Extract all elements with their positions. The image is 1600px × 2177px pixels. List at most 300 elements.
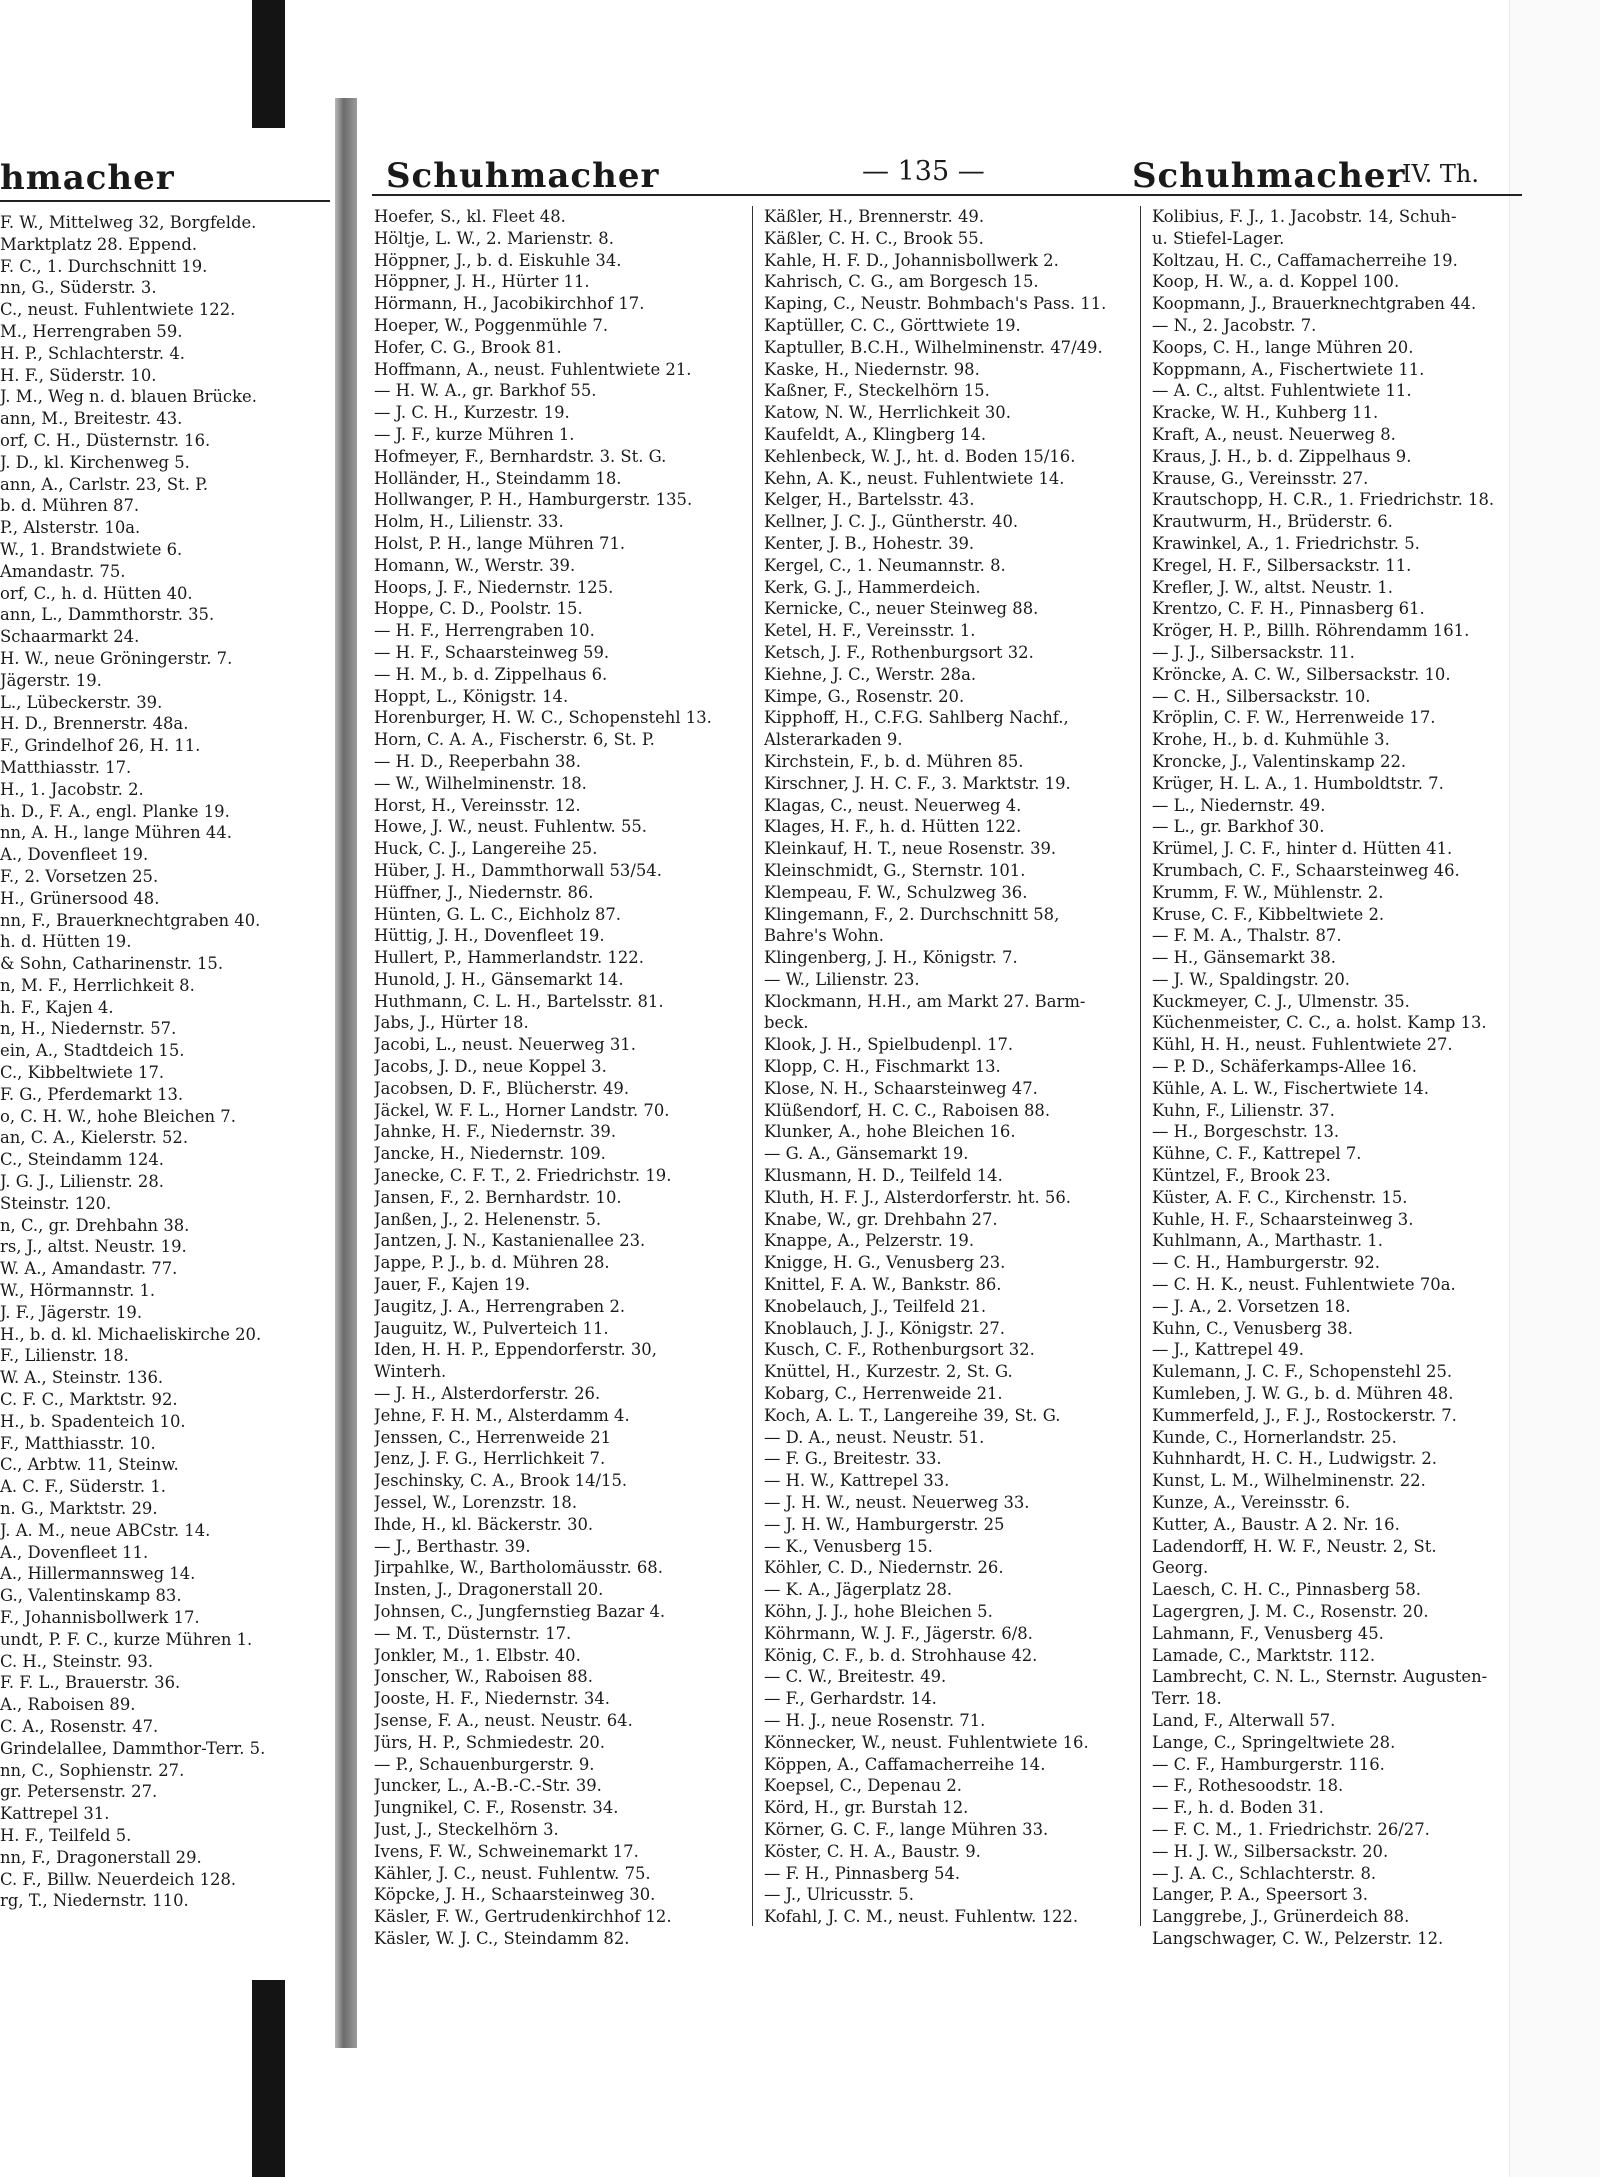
directory-entry: Hoppt, L., Königstr. 14. bbox=[374, 686, 569, 706]
directory-entry: Kröncke, A. C. W., Silbersackstr. 10. bbox=[1152, 664, 1451, 684]
directory-entry: Kröplin, C. F. W., Herrenweide 17. bbox=[1152, 708, 1436, 728]
directory-entry: H. F., Teilfeld 5. bbox=[0, 1825, 132, 1845]
directory-entry: — C. H. K., neust. Fuhlentwiete 70a. bbox=[1152, 1275, 1456, 1295]
directory-entry: Könnecker, W., neust. Fuhlentwiete 16. bbox=[764, 1732, 1089, 1752]
directory-entry: W. A., Steinstr. 136. bbox=[0, 1368, 164, 1388]
directory-column-1 bbox=[374, 206, 742, 1950]
directory-entry: Horn, C. A. A., Fischerstr. 6, St. P. bbox=[374, 730, 655, 750]
directory-entry: Kruse, C. F., Kibbeltwiete 2. bbox=[1152, 904, 1385, 924]
directory-entry: — M. T., Düsternstr. 17. bbox=[374, 1623, 572, 1643]
directory-entry: rs, J., altst. Neustr. 19. bbox=[0, 1237, 187, 1257]
directory-entry: gr. Petersenstr. 27. bbox=[0, 1782, 158, 1802]
directory-entry: Kunst, L. M., Wilhelminenstr. 22. bbox=[1152, 1471, 1426, 1491]
directory-entry: o, C. H. W., hohe Bleichen 7. bbox=[0, 1106, 236, 1126]
directory-entry: Käßler, H., Brennerstr. 49. bbox=[764, 207, 985, 226]
directory-entry: Jirpahlke, W., Bartholomäusstr. 68. bbox=[374, 1558, 663, 1578]
directory-entry: Georg. bbox=[1152, 1558, 1209, 1578]
directory-entry: Krentzo, C. F. H., Pinnasberg 61. bbox=[1152, 599, 1425, 619]
directory-entry: Hofer, C. G., Brook 81. bbox=[374, 337, 562, 357]
directory-entry: Horenburger, H. W. C., Schopenstehl 13. bbox=[374, 708, 712, 728]
directory-entry: Kergel, C., 1. Neumannstr. 8. bbox=[764, 555, 1006, 575]
directory-entry: — H. J., neue Rosenstr. 71. bbox=[764, 1710, 986, 1730]
directory-entry: Kühle, A. L. W., Fischertwiete 14. bbox=[1152, 1078, 1429, 1098]
directory-entry: Amandastr. 75. bbox=[0, 561, 126, 581]
directory-entry: Köhn, J. J., hohe Bleichen 5. bbox=[764, 1602, 993, 1621]
directory-entry: Jeschinsky, C. A., Brook 14/15. bbox=[374, 1471, 628, 1491]
directory-entry: orf, C., h. d. Hütten 40. bbox=[0, 583, 193, 603]
left-page-title: hmacher bbox=[0, 158, 175, 198]
directory-entry: Küster, A. F. C., Kirchenstr. 15. bbox=[1152, 1187, 1408, 1207]
directory-entry: Klunker, A., hohe Bleichen 16. bbox=[764, 1122, 1016, 1142]
directory-entry: Hoppe, C. D., Poolstr. 15. bbox=[374, 599, 583, 619]
directory-entry: Kellner, J. C. J., Güntherstr. 40. bbox=[764, 512, 1019, 532]
directory-entry: Kraft, A., neust. Neuerweg 8. bbox=[1152, 424, 1396, 444]
directory-column-2 bbox=[764, 206, 1130, 1928]
directory-entry: C., Arbtw. 11, Steinw. bbox=[0, 1455, 179, 1475]
left-page bbox=[0, 98, 335, 1998]
directory-entry: Kraus, J. H., b. d. Zippelhaus 9. bbox=[1152, 446, 1412, 466]
directory-entry: Bahre's Wohn. bbox=[764, 926, 884, 946]
directory-entry: — H. M., b. d. Zippelhaus 6. bbox=[374, 664, 608, 684]
directory-entry: C., neust. Fuhlentwiete 122. bbox=[0, 300, 236, 320]
directory-entry: Kleinschmidt, G., Sternstr. 101. bbox=[764, 860, 1026, 880]
directory-entry: Langschwager, C. W., Pelzerstr. 12. bbox=[1152, 1928, 1444, 1948]
directory-entry: Kaping, C., Neustr. Bohmbach's Pass. 11. bbox=[764, 294, 1107, 314]
page-gutter bbox=[335, 98, 357, 2048]
directory-entry: h. D., F. A., engl. Planke 19. bbox=[0, 801, 230, 821]
directory-entry: Holm, H., Lilienstr. 33. bbox=[374, 512, 564, 532]
directory-entry: n. G., Marktstr. 29. bbox=[0, 1499, 158, 1519]
directory-entry: Kahrisch, C. G., am Borgesch 15. bbox=[764, 272, 1039, 292]
directory-entry: — P., Schauenburgerstr. 9. bbox=[374, 1754, 595, 1774]
directory-entry: Kiehne, J. C., Werstr. 28a. bbox=[764, 664, 977, 684]
directory-entry: Köhler, C. D., Niedernstr. 26. bbox=[764, 1558, 1004, 1578]
directory-entry: Kunde, C., Hornerlandstr. 25. bbox=[1152, 1427, 1397, 1447]
directory-entry: Höltje, L. W., 2. Marienstr. 8. bbox=[374, 228, 614, 248]
directory-entry: Höppner, J. H., Hürter 11. bbox=[374, 272, 590, 292]
directory-entry: Koop, H. W., a. d. Koppel 100. bbox=[1152, 272, 1400, 292]
directory-entry: Jaugitz, J. A., Herrengraben 2. bbox=[374, 1296, 626, 1316]
directory-entry: J. M., Weg n. d. blauen Brücke. bbox=[0, 387, 257, 407]
directory-entry: Kröger, H. P., Billh. Röhrendamm 161. bbox=[1152, 621, 1470, 641]
directory-entry: Jacobsen, D. F., Blücherstr. 49. bbox=[374, 1078, 630, 1098]
directory-entry: Krohe, H., b. d. Kuhmühle 3. bbox=[1152, 730, 1390, 750]
directory-entry: Krautschopp, H. C.R., 1. Friedrichstr. 18. bbox=[1152, 490, 1495, 510]
directory-entry: Holländer, H., Steindamm 18. bbox=[374, 468, 622, 488]
directory-entry: Kuhnhardt, H. C. H., Ludwigstr. 2. bbox=[1152, 1449, 1438, 1469]
directory-entry: Kleinkauf, H. T., neue Rosenstr. 39. bbox=[764, 839, 1057, 859]
directory-entry: nn, C., Sophienstr. 27. bbox=[0, 1760, 185, 1780]
directory-entry: Kofahl, J. C. M., neust. Fuhlentw. 122. bbox=[764, 1907, 1079, 1927]
directory-entry: — C. H., Hamburgerstr. 92. bbox=[1152, 1253, 1380, 1273]
directory-entry: H., Grünersood 48. bbox=[0, 888, 160, 908]
directory-entry: Jauer, F., Kajen 19. bbox=[374, 1275, 531, 1295]
directory-entry: Katow, N. W., Herrlichkeit 30. bbox=[764, 403, 1011, 423]
directory-entry: Klingenberg, J. H., Königstr. 7. bbox=[764, 948, 1018, 968]
directory-entry: H., 1. Jacobstr. 2. bbox=[0, 779, 144, 799]
directory-entry: Koch, A. L. T., Langereihe 39, St. G. bbox=[764, 1405, 1061, 1425]
directory-entry: Knabe, W., gr. Drehbahn 27. bbox=[764, 1209, 998, 1229]
directory-entry: Klüßendorf, H. C. C., Raboisen 88. bbox=[764, 1100, 1051, 1120]
directory-entry: Jooste, H. F., Niedernstr. 34. bbox=[374, 1689, 610, 1709]
directory-entry: Hollwanger, P. H., Hamburgerstr. 135. bbox=[374, 490, 693, 510]
directory-entry: Käßler, C. H. C., Brook 55. bbox=[764, 228, 984, 248]
directory-entry: Kroncke, J., Valentinskamp 22. bbox=[1152, 751, 1407, 771]
directory-entry: A., Hillermannsweg 14. bbox=[0, 1564, 196, 1584]
directory-entry: Steinstr. 120. bbox=[0, 1193, 112, 1213]
directory-entry: — G. A., Gänsemarkt 19. bbox=[764, 1144, 969, 1164]
directory-entry: — J. J., Silbersackstr. 11. bbox=[1152, 642, 1355, 662]
directory-entry: Hofmeyer, F., Bernhardstr. 3. St. G. bbox=[374, 446, 667, 466]
directory-entry: & Sohn, Catharinenstr. 15. bbox=[0, 954, 224, 974]
directory-entry: Kutter, A., Baustr. A 2. Nr. 16. bbox=[1152, 1514, 1400, 1534]
directory-entry: F., Lilienstr. 18. bbox=[0, 1346, 129, 1366]
directory-entry: Knappe, A., Pelzerstr. 19. bbox=[764, 1231, 975, 1251]
directory-entry: Ketsch, J. F., Rothenburgsort 32. bbox=[764, 642, 1034, 662]
directory-entry: an, C. A., Kielerstr. 52. bbox=[0, 1128, 189, 1148]
directory-entry: Kühl, H. H., neust. Fuhlentwiete 27. bbox=[1152, 1035, 1453, 1055]
directory-entry: Küntzel, F., Brook 23. bbox=[1152, 1166, 1331, 1186]
directory-entry: nn, G., Süderstr. 3. bbox=[0, 278, 157, 298]
directory-entry: n, C., gr. Drehbahn 38. bbox=[0, 1215, 190, 1235]
directory-entry: Klingemann, F., 2. Durchschnitt 58, bbox=[764, 904, 1060, 924]
directory-entry: F., Johannisbollwerk 17. bbox=[0, 1608, 200, 1627]
directory-entry: Kuckmeyer, C. J., Ulmenstr. 35. bbox=[1152, 991, 1410, 1011]
directory-entry: Janecke, C. F. T., 2. Friedrichstr. 19. bbox=[374, 1166, 672, 1186]
directory-entry: Howe, J. W., neust. Fuhlentw. 55. bbox=[374, 817, 648, 837]
directory-entry: H. F., Süderstr. 10. bbox=[0, 365, 157, 385]
directory-entry: C., Steindamm 124. bbox=[0, 1150, 164, 1170]
directory-entry: Knoblauch, J. J., Königstr. 27. bbox=[764, 1318, 1006, 1338]
directory-entry: P., Alsterstr. 10a. bbox=[0, 518, 141, 538]
directory-entry: Iden, H. H. P., Eppendorferstr. 30, bbox=[374, 1340, 657, 1360]
directory-entry: Schaarmarkt 24. bbox=[0, 627, 140, 647]
directory-entry: Ketel, H. F., Vereinsstr. 1. bbox=[764, 621, 976, 641]
directory-entry: A. C. F., Süderstr. 1. bbox=[0, 1477, 166, 1497]
directory-entry: — J. H., Alsterdorferstr. 26. bbox=[374, 1384, 601, 1404]
directory-entry: Klook, J. H., Spielbudenpl. 17. bbox=[764, 1035, 1014, 1055]
directory-entry: nn, F., Dragonerstall 29. bbox=[0, 1847, 202, 1867]
directory-entry: Jonscher, W., Raboisen 88. bbox=[374, 1667, 593, 1687]
directory-entry: — J., Ulricusstr. 5. bbox=[764, 1885, 914, 1905]
directory-entry: Krefler, J. W., altst. Neustr. 1. bbox=[1152, 577, 1393, 597]
directory-entry: L., Lübeckerstr. 39. bbox=[0, 692, 163, 712]
directory-entry: Kregel, H. F., Silbersackstr. 11. bbox=[1152, 555, 1412, 575]
directory-entry: Johnsen, C., Jungfernstieg Bazar 4. bbox=[374, 1602, 666, 1621]
left-header-rule bbox=[0, 200, 330, 202]
directory-entry: — C. F., Hamburgerstr. 116. bbox=[1152, 1754, 1385, 1774]
directory-entry: ann, M., Breitestr. 43. bbox=[0, 409, 183, 429]
directory-entry: Ihde, H., kl. Bäckerstr. 30. bbox=[374, 1514, 594, 1534]
directory-entry: H. D., Brennerstr. 48a. bbox=[0, 714, 189, 734]
directory-entry: — F. M. A., Thalstr. 87. bbox=[1152, 926, 1342, 946]
directory-entry: Körd, H., gr. Burstah 12. bbox=[764, 1798, 969, 1818]
column-divider-1 bbox=[752, 206, 753, 1926]
directory-entry: Lamade, C., Marktstr. 112. bbox=[1152, 1645, 1376, 1665]
directory-entry: Kracke, W. H., Kuhberg 11. bbox=[1152, 403, 1379, 423]
directory-entry: Kummerfeld, J., F. J., Rostockerstr. 7. bbox=[1152, 1405, 1457, 1425]
directory-entry: Terr. 18. bbox=[1152, 1689, 1222, 1709]
directory-entry: J. A. M., neue ABCstr. 14. bbox=[0, 1520, 211, 1540]
directory-entry: — W., Wilhelminenstr. 18. bbox=[374, 773, 587, 793]
directory-entry: — J. F., kurze Mühren 1. bbox=[374, 424, 575, 444]
directory-entry: — H. D., Reeperbahn 38. bbox=[374, 751, 581, 771]
right-page bbox=[372, 150, 1522, 1948]
directory-entry: Langer, P. A., Speersort 3. bbox=[1152, 1885, 1368, 1905]
directory-entry: Krümel, J. C. F., hinter d. Hütten 41. bbox=[1152, 839, 1453, 859]
directory-entry: u. Stiefel-Lager. bbox=[1152, 228, 1285, 248]
directory-entry: Winterh. bbox=[374, 1362, 447, 1382]
directory-entry: Krautwurm, H., Brüderstr. 6. bbox=[1152, 512, 1393, 532]
directory-entry: — J., Berthastr. 39. bbox=[374, 1536, 531, 1556]
directory-entry: Kattrepel 31. bbox=[0, 1804, 110, 1824]
directory-entry: Knüttel, H., Kurzestr. 2, St. G. bbox=[764, 1362, 1013, 1382]
directory-entry: nn, F., Brauerknechtgraben 40. bbox=[0, 910, 261, 930]
directory-entry: — C. W., Breitestr. 49. bbox=[764, 1667, 947, 1687]
left-page-entries bbox=[0, 212, 330, 1912]
directory-entry: — F. H., Pinnasberg 54. bbox=[764, 1863, 961, 1883]
directory-entry: Jahnke, H. F., Niedernstr. 39. bbox=[374, 1122, 617, 1142]
page-header bbox=[372, 150, 1522, 194]
directory-entry: undt, P. F. C., kurze Mühren 1. bbox=[0, 1629, 253, 1649]
directory-entry: — N., 2. Jacobstr. 7. bbox=[1152, 315, 1317, 335]
directory-entry: Jansen, F., 2. Bernhardstr. 10. bbox=[374, 1187, 622, 1207]
directory-entry: Ivens, F. W., Schweinemarkt 17. bbox=[374, 1841, 639, 1861]
directory-entry: Jessel, W., Lorenzstr. 18. bbox=[374, 1493, 578, 1513]
header-title-left: Schuhmacher bbox=[386, 156, 660, 196]
directory-entry: Koopmann, J., Brauerknechtgraben 44. bbox=[1152, 294, 1477, 314]
directory-entry: W. A., Amandastr. 77. bbox=[0, 1259, 178, 1279]
directory-entry: — J. H. W., Hamburgerstr. 25 bbox=[764, 1514, 1005, 1534]
directory-entry: ann, A., Carlstr. 23, St. P. bbox=[0, 474, 209, 494]
directory-entry: — J. A. C., Schlachterstr. 8. bbox=[1152, 1863, 1377, 1883]
directory-entry: Jancke, H., Niedernstr. 109. bbox=[374, 1144, 606, 1164]
directory-entry: Jacobs, J. D., neue Koppel 3. bbox=[374, 1057, 607, 1077]
directory-entry: C., Kibbeltwiete 17. bbox=[0, 1063, 165, 1083]
directory-entry: Köppen, A., Caffamacherreihe 14. bbox=[764, 1754, 1046, 1774]
directory-entry: Jauguitz, W., Pulverteich 11. bbox=[374, 1318, 609, 1338]
directory-entry: — K., Venusberg 15. bbox=[764, 1536, 933, 1556]
directory-entry: — F., h. d. Boden 31. bbox=[1152, 1798, 1324, 1818]
directory-entry: Kaske, H., Niedernstr. 98. bbox=[764, 359, 980, 379]
directory-entry: — H., Gänsemarkt 38. bbox=[1152, 948, 1337, 968]
directory-entry: — A. C., altst. Fuhlentwiete 11. bbox=[1152, 381, 1412, 401]
directory-entry: Jsense, F. A., neust. Neustr. 64. bbox=[374, 1710, 633, 1730]
directory-entry: Köhrmann, W. J. F., Jägerstr. 6/8. bbox=[764, 1623, 1033, 1643]
directory-entry: n, M. F., Herrlichkeit 8. bbox=[0, 975, 195, 995]
directory-entry: — P. D., Schäferkamps-Allee 16. bbox=[1152, 1057, 1417, 1077]
directory-entry: J. G. J., Lilienstr. 28. bbox=[0, 1172, 164, 1192]
directory-entry: Hüber, J. H., Dammthorwall 53/54. bbox=[374, 860, 662, 880]
directory-entry: Insten, J., Dragonerstall 20. bbox=[374, 1580, 604, 1600]
directory-entry: — J., Kattrepel 49. bbox=[1152, 1340, 1304, 1360]
directory-entry: — C. H., Silbersackstr. 10. bbox=[1152, 686, 1371, 706]
directory-entry: Kaptuller, B.C.H., Wilhelminenstr. 47/49. bbox=[764, 337, 1103, 357]
directory-entry: Körner, G. C. F., lange Mühren 33. bbox=[764, 1819, 1049, 1839]
directory-entry: Huck, C. J., Langereihe 25. bbox=[374, 839, 598, 859]
directory-entry: Klusmann, H. D., Teilfeld 14. bbox=[764, 1166, 1003, 1186]
directory-entry: A., Dovenfleet 11. bbox=[0, 1542, 149, 1562]
directory-entry: Kaßner, F., Steckelhörn 15. bbox=[764, 381, 990, 401]
directory-entry: Jägerstr. 19. bbox=[0, 670, 102, 690]
directory-entry: Grindelallee, Dammthor-Terr. 5. bbox=[0, 1738, 266, 1758]
directory-entry: Hullert, P., Hammerlandstr. 122. bbox=[374, 948, 644, 968]
directory-entry: Kuhlmann, A., Marthastr. 1. bbox=[1152, 1231, 1383, 1251]
directory-entry: Kuhn, C., Venusberg 38. bbox=[1152, 1318, 1353, 1338]
directory-entry: A., Dovenfleet 19. bbox=[0, 845, 149, 865]
directory-entry: — F. C. M., 1. Friedrichstr. 26/27. bbox=[1152, 1819, 1430, 1839]
directory-entry: — H., Borgeschstr. 13. bbox=[1152, 1122, 1340, 1142]
directory-entry: Kähler, J. C., neust. Fuhlentw. 75. bbox=[374, 1863, 651, 1883]
directory-entry: Jacobi, L., neust. Neuerweg 31. bbox=[374, 1035, 636, 1055]
directory-entry: Koops, C. H., lange Mühren 20. bbox=[1152, 337, 1414, 357]
directory-entry: — D. A., neust. Neustr. 51. bbox=[764, 1427, 985, 1447]
directory-entry: Küchenmeister, C. C., a. holst. Kamp 13. bbox=[1152, 1013, 1487, 1033]
directory-entry: Kerk, G. J., Hammerdeich. bbox=[764, 577, 981, 597]
header-rule bbox=[372, 194, 1522, 196]
directory-entry: Huthmann, C. L. H., Bartelsstr. 81. bbox=[374, 991, 664, 1011]
directory-entry: H. P., Schlachterstr. 4. bbox=[0, 343, 185, 363]
directory-entry: — W., Lilienstr. 23. bbox=[764, 969, 920, 989]
directory-entry: orf, C. H., Düsternstr. 16. bbox=[0, 430, 211, 450]
page-edge bbox=[1509, 0, 1600, 2177]
directory-entry: Lagergren, J. M. C., Rosenstr. 20. bbox=[1152, 1602, 1429, 1621]
directory-entry: Ladendorff, H. W. F., Neustr. 2, St. bbox=[1152, 1536, 1437, 1556]
directory-entry: Köpcke, J. H., Schaarsteinweg 30. bbox=[374, 1885, 656, 1905]
directory-entry: Hoeper, W., Poggenmühle 7. bbox=[374, 315, 609, 335]
directory-entry: Knittel, F. A. W., Bankstr. 86. bbox=[764, 1275, 1002, 1295]
column-divider-2 bbox=[1140, 206, 1141, 1926]
directory-entry: Kirchstein, F., b. d. Mühren 85. bbox=[764, 751, 1024, 771]
directory-entry: C. F., Billw. Neuerdeich 128. bbox=[0, 1869, 237, 1889]
directory-entry: Koltzau, H. C., Caffamacherreihe 19. bbox=[1152, 250, 1458, 270]
directory-entry: Klose, N. H., Schaarsteinweg 47. bbox=[764, 1078, 1038, 1098]
directory-entry: Hüffner, J., Niedernstr. 86. bbox=[374, 882, 594, 902]
directory-entry: H. W., neue Gröningerstr. 7. bbox=[0, 648, 233, 668]
directory-entry: Hörmann, H., Jacobikirchhof 17. bbox=[374, 294, 645, 314]
directory-entry: — L., Niedernstr. 49. bbox=[1152, 795, 1326, 815]
directory-entry: Marktplatz 28. Eppend. bbox=[0, 234, 198, 254]
directory-entry: Lahmann, F., Venusberg 45. bbox=[1152, 1623, 1384, 1643]
directory-column-3 bbox=[1152, 206, 1522, 1950]
directory-entry: — J. W., Spaldingstr. 20. bbox=[1152, 969, 1350, 989]
directory-entry: Käsler, F. W., Gertrudenkirchhof 12. bbox=[374, 1907, 672, 1927]
directory-entry: Knigge, H. G., Venusberg 23. bbox=[764, 1253, 1006, 1273]
directory-entry: F. W., Mittelweg 32, Borgfelde. bbox=[0, 213, 257, 232]
directory-entry: Hoops, J. F., Niedernstr. 125. bbox=[374, 577, 614, 597]
directory-entry: — J. A., 2. Vorsetzen 18. bbox=[1152, 1296, 1351, 1316]
directory-entry: F., Grindelhof 26, H. 11. bbox=[0, 736, 201, 756]
directory-entry: Krüger, H. L. A., 1. Humboldtstr. 7. bbox=[1152, 773, 1444, 793]
directory-entry: n, H., Niedernstr. 57. bbox=[0, 1019, 177, 1039]
directory-entry: Jonkler, M., 1. Elbstr. 40. bbox=[374, 1645, 581, 1665]
directory-entry: Jäckel, W. F. L., Horner Landstr. 70. bbox=[374, 1100, 670, 1120]
directory-entry: Janßen, J., 2. Helenenstr. 5. bbox=[374, 1209, 602, 1229]
directory-entry: Kolibius, F. J., 1. Jacobstr. 14, Schuh- bbox=[1152, 207, 1457, 226]
directory-entry: Jappe, P. J., b. d. Mühren 28. bbox=[374, 1253, 610, 1273]
directory-entry: Kernicke, C., neuer Steinweg 88. bbox=[764, 599, 1039, 619]
directory-entry: — H. W. A., gr. Barkhof 55. bbox=[374, 381, 597, 401]
directory-entry: Kobarg, C., Herrenweide 21. bbox=[764, 1384, 1003, 1404]
directory-entry: — H. F., Schaarsteinweg 59. bbox=[374, 642, 610, 662]
directory-entry: Krumbach, C. F., Schaarsteinweg 46. bbox=[1152, 860, 1460, 880]
directory-entry: M., Herrengraben 59. bbox=[0, 321, 183, 341]
directory-entry: C. H., Steinstr. 93. bbox=[0, 1651, 154, 1671]
directory-entry: b. d. Mühren 87. bbox=[0, 496, 140, 516]
directory-entry: C. F. C., Marktstr. 92. bbox=[0, 1390, 178, 1410]
directory-entry: König, C. F., b. d. Strohhause 42. bbox=[764, 1645, 1038, 1665]
directory-entry: Hoffmann, A., neust. Fuhlentwiete 21. bbox=[374, 359, 692, 379]
directory-entry: — H. J. W., Silbersackstr. 20. bbox=[1152, 1841, 1389, 1861]
directory-entry: F. F. L., Brauerstr. 36. bbox=[0, 1673, 181, 1693]
directory-entry: Jungnikel, C. F., Rosenstr. 34. bbox=[374, 1798, 619, 1818]
directory-entry: A., Raboisen 89. bbox=[0, 1695, 136, 1715]
directory-entry: Knobelauch, J., Teilfeld 21. bbox=[764, 1296, 987, 1316]
directory-entry: — J. H. W., neust. Neuerweg 33. bbox=[764, 1493, 1030, 1513]
directory-entry: rg, T., Niedernstr. 110. bbox=[0, 1891, 189, 1911]
directory-entry: Horst, H., Vereinsstr. 12. bbox=[374, 795, 581, 815]
directory-entry: Jabs, J., Hürter 18. bbox=[374, 1013, 529, 1033]
directory-entry: Kluth, H. F. J., Alsterdorferstr. ht. 56. bbox=[764, 1187, 1071, 1207]
directory-entry: C. A., Rosenstr. 47. bbox=[0, 1716, 159, 1736]
directory-entry: Krawinkel, A., 1. Friedrichstr. 5. bbox=[1152, 533, 1420, 553]
directory-entry: Kipphoff, H., C.F.G. Sahlberg Nachf., bbox=[764, 708, 1069, 728]
directory-entry: Klockmann, H.H., am Markt 27. Barm- bbox=[764, 991, 1086, 1011]
directory-entry: Just, J., Steckelhörn 3. bbox=[374, 1819, 559, 1839]
directory-entry: F., 2. Vorsetzen 25. bbox=[0, 866, 159, 886]
directory-entry: nn, A. H., lange Mühren 44. bbox=[0, 823, 232, 843]
directory-entry: Kahle, H. F. D., Johannisbollwerk 2. bbox=[764, 250, 1059, 270]
directory-entry: — F. G., Breitestr. 33. bbox=[764, 1449, 942, 1469]
directory-entry: Jehne, F. H. M., Alsterdamm 4. bbox=[374, 1405, 630, 1425]
directory-entry: W., 1. Brandstwiete 6. bbox=[0, 539, 183, 559]
directory-entry: Kaufeldt, A., Klingberg 14. bbox=[764, 424, 987, 444]
directory-entry: h. F., Kajen 4. bbox=[0, 997, 114, 1017]
directory-entry: Klages, H. F., h. d. Hütten 122. bbox=[764, 817, 1022, 837]
directory-entry: F. C., 1. Durchschnitt 19. bbox=[0, 256, 208, 276]
directory-entry: Land, F., Alterwall 57. bbox=[1152, 1710, 1336, 1730]
directory-entry: Kumleben, J. W. G., b. d. Mühren 48. bbox=[1152, 1384, 1454, 1404]
directory-entry: Laesch, C. H. C., Pinnasberg 58. bbox=[1152, 1580, 1421, 1600]
directory-entry: Kehn, A. K., neust. Fuhlentwiete 14. bbox=[764, 468, 1065, 488]
directory-entry: Kelger, H., Bartelsstr. 43. bbox=[764, 490, 975, 510]
directory-entry: Lambrecht, C. N. L., Sternstr. Augusten- bbox=[1152, 1667, 1488, 1687]
directory-entry: Höppner, J., b. d. Eiskuhle 34. bbox=[374, 250, 622, 270]
directory-entry: h. d. Hütten 19. bbox=[0, 932, 132, 952]
directory-entry: Hüttig, J. H., Dovenfleet 19. bbox=[374, 926, 605, 946]
directory-entry: Kimpe, G., Rosenstr. 20. bbox=[764, 686, 965, 706]
directory-entry: Kühne, C. F., Kattrepel 7. bbox=[1152, 1144, 1362, 1164]
directory-entry: Kaptüller, C. C., Görttwiete 19. bbox=[764, 315, 1021, 335]
directory-entry: Hoefer, S., kl. Fleet 48. bbox=[374, 207, 566, 226]
directory-entry: Jantzen, J. N., Kastanienallee 23. bbox=[374, 1231, 646, 1251]
header-title-right: Schuhmacher bbox=[1132, 156, 1406, 196]
directory-entry: beck. bbox=[764, 1013, 809, 1033]
directory-entry: Kunze, A., Vereinsstr. 6. bbox=[1152, 1493, 1351, 1513]
directory-entry: Köster, C. H. A., Baustr. 9. bbox=[764, 1841, 981, 1861]
directory-entry: F., Matthiasstr. 10. bbox=[0, 1433, 156, 1453]
directory-entry: — L., gr. Barkhof 30. bbox=[1152, 817, 1325, 837]
directory-entry: H., b. Spadenteich 10. bbox=[0, 1411, 186, 1431]
directory-entry: Kirschner, J. H. C. F., 3. Marktstr. 19. bbox=[764, 773, 1071, 793]
page-number: — 135 — bbox=[862, 156, 985, 187]
directory-entry: ein, A., Stadtdeich 15. bbox=[0, 1041, 185, 1061]
directory-entry: — F., Gerhardstr. 14. bbox=[764, 1689, 937, 1709]
directory-entry: — H. W., Kattrepel 33. bbox=[764, 1471, 950, 1491]
directory-entry: Kulemann, J. C. F., Schopenstehl 25. bbox=[1152, 1362, 1453, 1382]
directory-entry: Hunold, J. H., Gänsemarkt 14. bbox=[374, 969, 624, 989]
directory-entry: Alsterarkaden 9. bbox=[764, 730, 903, 750]
